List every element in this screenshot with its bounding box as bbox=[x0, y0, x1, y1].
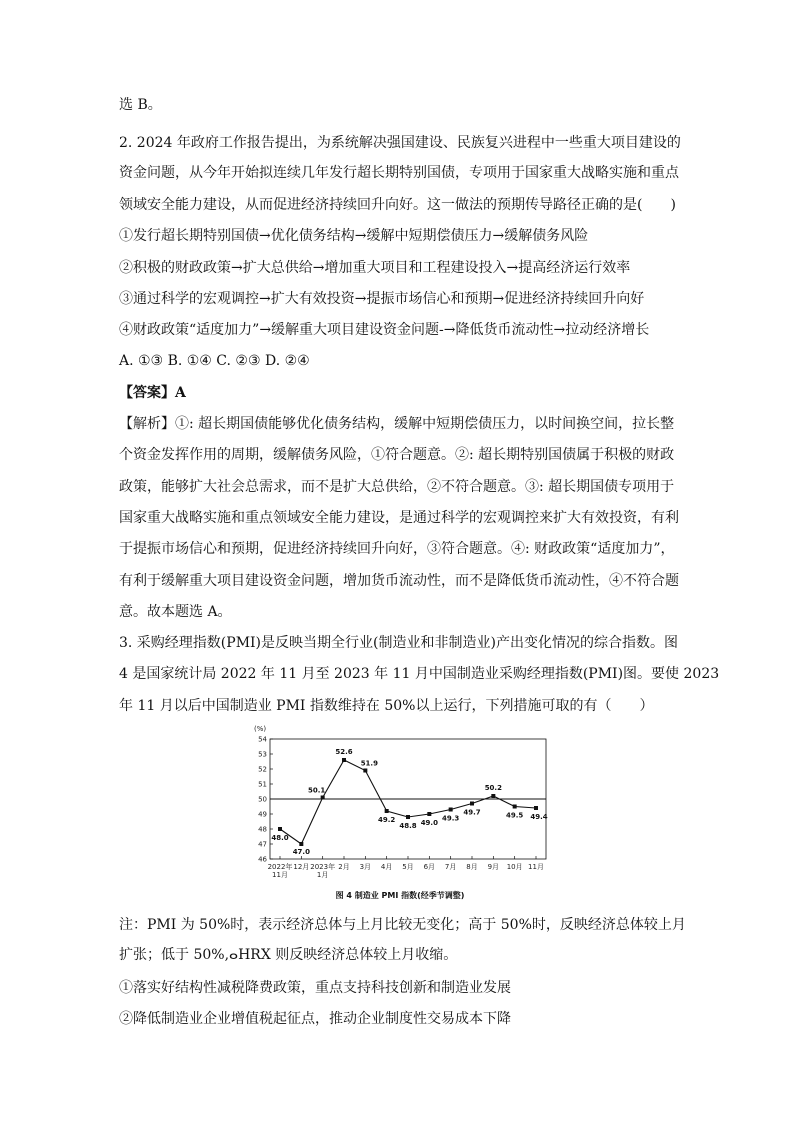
measure-2: ②降低制造业企业增值税起征点，推动企业制度性交易成本下降 bbox=[119, 1011, 511, 1027]
text-line: 国家重大战略实施和重点领域安全能力建设，是通过科学的宏观调控来扩大有效投资，有利 bbox=[119, 510, 679, 526]
data-label: 49.2 bbox=[378, 816, 396, 824]
y-tick-label: 52 bbox=[258, 765, 267, 774]
y-tick-label: 46 bbox=[258, 855, 267, 864]
x-tick-label: 6月 bbox=[423, 863, 436, 871]
text-line: 意。故本题选 A。 bbox=[119, 604, 232, 620]
x-tick-label: 9月 bbox=[487, 863, 500, 871]
x-tick-label: 7月 bbox=[444, 863, 457, 871]
chart-caption: 图 4 制造业 PMI 指数(经季节调整) bbox=[335, 891, 465, 900]
x-tick-label: 3月 bbox=[359, 863, 372, 871]
y-tick-label: 54 bbox=[258, 735, 267, 744]
text-line: 年 11 月以后中国制造业 PMI 指数维持在 50%以上运行，下列措施可取的有（ ） bbox=[119, 698, 654, 714]
pmi-chart bbox=[245, 722, 555, 904]
y-tick-label: 50 bbox=[258, 795, 267, 804]
x-tick-label: 12月 bbox=[293, 863, 310, 871]
text-line: 个资金发挥作用的周期，缓解债务风险，①符合题意。②: 超长期特别国债属于积极的财政 bbox=[119, 447, 675, 463]
text-line: 4 是国家统计局 2022 年 11 月至 2023 年 11 月中国制造业采购经理指数(PMI)图。要使 2023 bbox=[119, 666, 720, 682]
data-point bbox=[534, 806, 538, 810]
data-point bbox=[449, 808, 453, 812]
data-label: 48.0 bbox=[271, 834, 289, 842]
question-3-text: 3. 采购经理指数(PMI)是反映当期全行业(制造业和非制造业)产出变化情况的综合指数。图 bbox=[119, 635, 678, 651]
data-point bbox=[491, 794, 495, 798]
y-tick-label: 49 bbox=[258, 810, 267, 819]
pmi-chart-svg bbox=[245, 722, 555, 904]
data-label: 49.0 bbox=[420, 819, 438, 827]
x-tick-label: 5月 bbox=[402, 863, 414, 871]
data-label: 50.2 bbox=[484, 784, 502, 792]
data-point bbox=[363, 769, 367, 773]
data-point bbox=[427, 812, 431, 816]
x-tick-label: 2023年 bbox=[310, 863, 336, 871]
y-tick-label: 48 bbox=[258, 825, 267, 834]
data-label: 49.7 bbox=[463, 808, 481, 817]
y-tick-label: 47 bbox=[258, 840, 267, 849]
data-point bbox=[385, 809, 389, 813]
x-tick-label: 10月 bbox=[506, 863, 523, 871]
x-tick-label: 8月 bbox=[466, 863, 478, 871]
option-2: ②积极的财政政策→扩大总供给→增加重大项目和工程建设投入→提高经济运行效率 bbox=[119, 260, 631, 276]
pmi-series-line bbox=[280, 760, 536, 844]
data-label: 49.3 bbox=[442, 814, 460, 823]
text-line: 领域安全能力建设，从而促进经济持续回升向好。这一做法的预期传导路径正确的是( ) bbox=[119, 197, 676, 213]
data-label: 47.0 bbox=[292, 848, 310, 856]
text-line: 政策，能够扩大社会总需求，而不是扩大总供给，②不符合题意。③: 超长期国债专项用于 bbox=[119, 479, 675, 495]
option-4: ④财政政策“适度加力”→缓解重大项目建设资金问题-→降低货币流动性→拉动经济增长 bbox=[119, 322, 650, 338]
data-point bbox=[342, 758, 346, 762]
answer: 【答案】A bbox=[119, 385, 186, 401]
x-tick-label: 2022年 bbox=[267, 863, 293, 871]
data-label: 51.9 bbox=[360, 759, 378, 768]
measure-1: ①落实好结构性减税降费政策，重点支持科技创新和制造业发展 bbox=[119, 980, 511, 996]
text-line: 扩张；低于 50%,ⴰHRX 则反映经济总体较上月收缩。 bbox=[119, 947, 458, 963]
text-line: 选 B。 bbox=[119, 97, 162, 113]
data-point bbox=[321, 796, 325, 800]
analysis-text: 【解析】①: 超长期国债能够优化债务结构，缓解中短期偿债压力，以时间换空间，拉长整 bbox=[119, 416, 675, 432]
data-label: 48.8 bbox=[399, 822, 417, 830]
answer-choices: A. ①③ B. ①④ C. ②③ D. ②④ bbox=[119, 353, 310, 369]
x-tick-sublabel: 11月 bbox=[272, 871, 288, 879]
data-point bbox=[513, 805, 517, 809]
text-line: 资金问题，从今年开始拟连续几年发行超长期特别国债，专项用于国家重大战略实施和重点 bbox=[119, 165, 679, 181]
data-point bbox=[278, 827, 282, 831]
x-tick-label: 11月 bbox=[528, 863, 544, 871]
x-tick-label: 4月 bbox=[380, 863, 393, 871]
y-axis-unit: (%) bbox=[254, 725, 267, 733]
data-label: 50.1 bbox=[308, 786, 326, 795]
text-line: 于提振市场信心和预期，促进经济持续回升向好，③符合题意。④: 财政政策“适度加力”， bbox=[119, 541, 675, 557]
data-label: 52.6 bbox=[335, 748, 353, 756]
y-tick-label: 51 bbox=[258, 780, 267, 789]
x-tick-sublabel: 1月 bbox=[316, 871, 329, 879]
data-point bbox=[299, 842, 303, 846]
data-point bbox=[470, 802, 474, 806]
note-text: 注：PMI 为 50%时，表示经济总体与上月比较无变化；高于 50%时，反映经济总体较上月 bbox=[119, 917, 686, 933]
data-label: 49.4 bbox=[530, 813, 548, 821]
y-tick-label: 53 bbox=[258, 750, 267, 759]
option-1: ①发行超长期特别国债→优化债务结构→缓解中短期偿债压力→缓解债务风险 bbox=[119, 228, 589, 244]
text-line: 有利于缓解重大项目建设资金问题，增加货币流动性，而不是降低货币流动性，④不符合题 bbox=[119, 573, 679, 589]
data-point bbox=[406, 815, 410, 819]
data-label: 49.5 bbox=[506, 811, 524, 820]
option-3: ③通过科学的宏观调控→扩大有效投资→提振市场信心和预期→促进经济持续回升向好 bbox=[119, 291, 645, 307]
question-2-text: 2. 2024 年政府工作报告提出，为系统解决强国建设、民族复兴进程中一些重大项目建设的 bbox=[119, 135, 681, 151]
x-tick-label: 2月 bbox=[338, 863, 350, 871]
